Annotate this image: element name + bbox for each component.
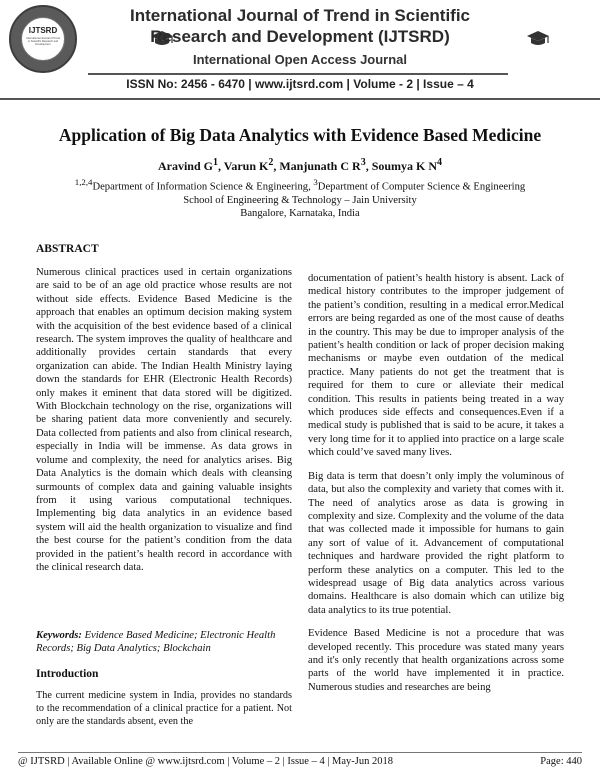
affiliations	[0, 176, 600, 220]
right-column	[308, 272, 564, 704]
keywords-text: Evidence Based Medicine; Electronic Health Records; Big Data Analytics; Blockchain	[36, 630, 276, 655]
right-paragraph-2: Big data is term that doesn’t only imply the voluminous of data, but also the complexity and variety that comes with it. The need of analytics arose as data is growing in complexity and size. Complexity and the volume of the data that was collected made it impossible for humans to gain any sort of value of it. Advancement of computational techniques and hardware provided the right platform to perform these analytics on a computer. This led to the widespread usage of Big data analytics across various domains. Healthcare is also domain which can utilize big data analytics to its true potential.	[308, 470, 564, 616]
abstract-body: Numerous clinical practices used in certain organizations are said to be of an age old practice whose results are not without side effects. Evidence Based Medicine is the approach that enables an optimum decision making system with the acquisition of the best evidence based of a clinical research. The system improves the quality of healthcare and additionally provides certain standards that every organization can abide. The Indian Health Ministry laying down the standards for EHR (Electronic Health Records) only makes it eminent that data stored will be digitized. With Blockchain technology on the rise, organizations will be sharing patient data more conveniently and securely. Data collected from patients and also from clinical research, especially in India will be immense. As data grows in volume and complexity, the need for analytics arises. Big Data Analytics is the domain which deals with cleansing surmounts of complex data and gaining valuable insights from it using various computational techniques. Implementing big data analytics in an evidence based system will aid the health organization to visualize and find the best course for the patient’s condition from the data provided in the patient’s health record in accordance with the clinical research data.	[36, 267, 292, 573]
author-list: Aravind $G^1$, Varun $K^2$, Manjunath C $R^3$, Soumya K $N^4$	[157, 157, 443, 173]
page-footer	[18, 756, 582, 767]
journal-subtitle: International Open Access Journal	[192, 52, 408, 67]
journal-title-line2: Research and Development (IJTSRD)	[150, 27, 450, 46]
affiliation-line2: School of Engineering & Technology – Jain University	[183, 194, 417, 206]
header-bottom-rule	[0, 98, 600, 100]
abstract-heading: ABSTRACT	[36, 243, 99, 255]
affiliation-line3: Bangalore, Karnataka, India	[240, 207, 360, 219]
right-paragraph-3: Evidence Based Medicine is not a procedure that was developed recently. This procedure was stated many years and it's only recently that health organizations across some parts of the world have implemented it in practice. Numerous studies and researches are being	[308, 628, 564, 693]
logo-subtext: International Journal of Trend in Scientific Research and Development	[26, 37, 60, 47]
introduction-body: The current medicine system in India, provides no standards to the recommendation of a clinical practice for a patient. Not only are the standards absent, even the	[36, 690, 292, 728]
introduction-heading: Introduction	[36, 668, 99, 680]
page-number: Page: 440	[540, 756, 582, 767]
header-divider	[88, 73, 508, 75]
footer-citation: @ IJTSRD | Available Online @ www.ijtsrd.com | Volume – 2 | Issue – 4 | May-Jun 2018	[18, 756, 394, 767]
keywords	[36, 629, 292, 656]
journal-header	[0, 0, 600, 96]
issn-line: ISSN No: 2456 - 6470 | www.ijtsrd.com | Volume - 2 | Issue – 4	[126, 77, 474, 91]
logo-acronym: IJTSRD	[28, 26, 58, 35]
footer-rule	[18, 752, 582, 753]
right-paragraph-1: documentation of patient’s health history is absent. Lack of medical history contributes to the improper judgement of the patient’s condition, resulting in a medical error.Medical errors are being regarded as one of the most cause of deaths in the country. This may be due to improper analysis of the patient’s health condition or lack of proper decision making mechanisms or maybe even outdation of the medical practice. Many patients do not get the treatment that is required for them to cure or alleviate their medical condition. This results in patients being treated in a way which produces side effects and consequences.Even if a medical study is published that is said to be acure, it takes a very long time for it to applied into practice on a large scale which could’ve saved many lives.	[308, 273, 564, 459]
keywords-label: Keywords:	[36, 630, 82, 641]
journal-title-line1: International Journal of Trend in Scientific	[129, 6, 471, 25]
affiliation-line1: $^{1,2,4}$Department of Information Science & Engineering, $^3$Department of Computer Science & Engineering	[74, 177, 526, 193]
paper-title: Application of Big Data Analytics with Evidence Based Medicine	[58, 125, 542, 145]
